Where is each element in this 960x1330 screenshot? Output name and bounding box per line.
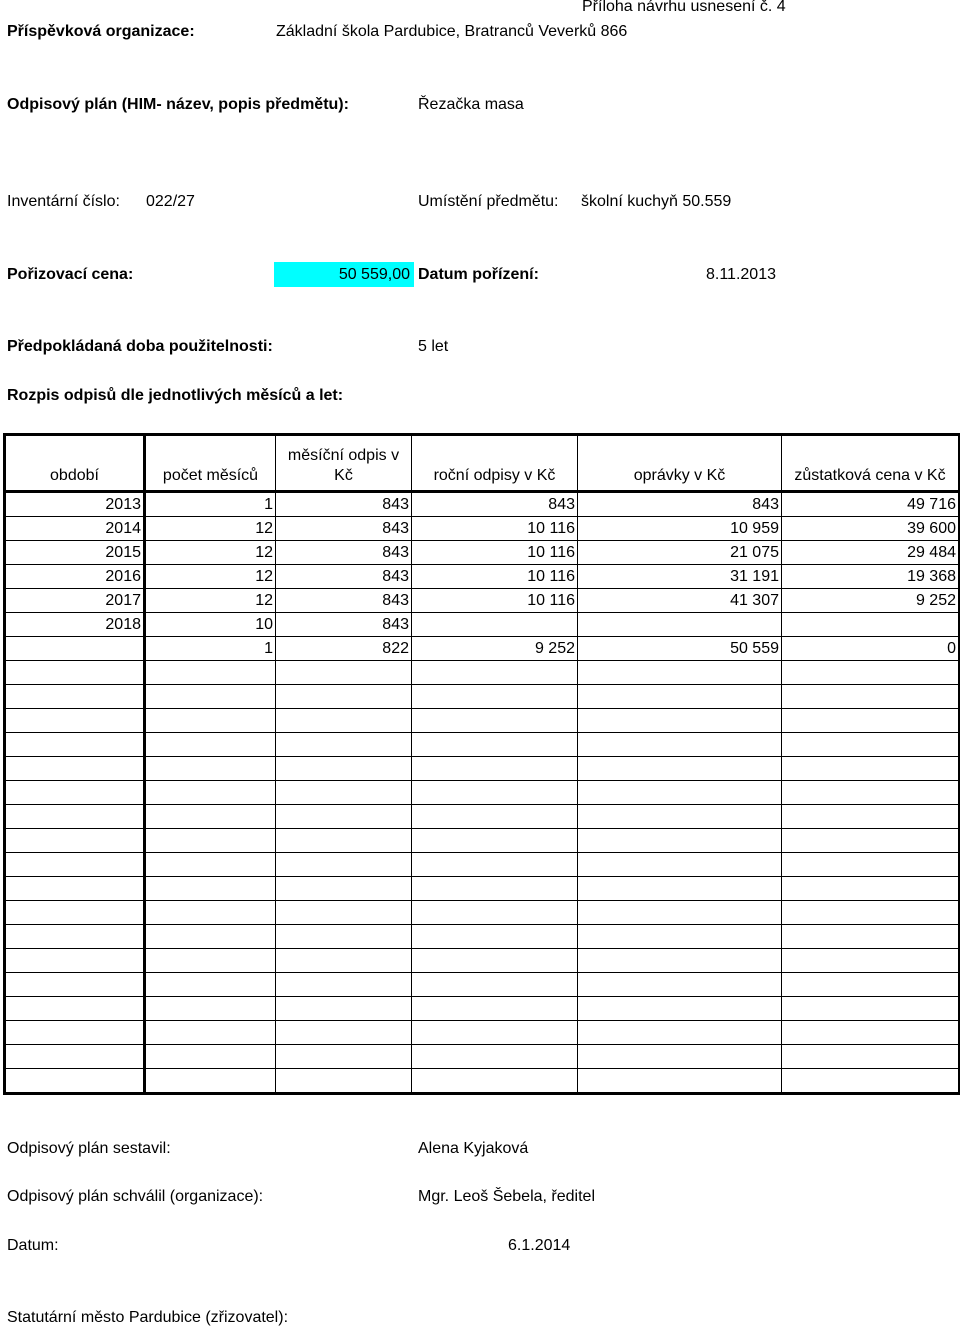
- empty-table-cell: [412, 997, 578, 1021]
- empty-table-cell: [145, 781, 276, 805]
- empty-table-cell: [145, 1045, 276, 1069]
- table-cell: 843: [276, 589, 412, 613]
- col-header-period: období: [5, 435, 145, 492]
- empty-table-cell: [145, 685, 276, 709]
- empty-table-cell: [276, 1069, 412, 1094]
- empty-table-cell: [276, 997, 412, 1021]
- empty-table-row: [5, 709, 960, 733]
- empty-table-cell: [276, 661, 412, 685]
- empty-table-cell: [782, 781, 960, 805]
- empty-table-cell: [412, 829, 578, 853]
- table-cell: 50 559: [578, 637, 782, 661]
- empty-table-cell: [145, 757, 276, 781]
- empty-table-cell: [782, 877, 960, 901]
- table-header-row: [5, 435, 960, 492]
- empty-table-cell: [782, 949, 960, 973]
- empty-table-cell: [276, 805, 412, 829]
- empty-table-cell: [5, 949, 145, 973]
- table-cell: 29 484: [782, 541, 960, 565]
- table-cell: 9 252: [412, 637, 578, 661]
- empty-table-cell: [412, 949, 578, 973]
- empty-table-cell: [276, 685, 412, 709]
- table-row: [5, 637, 960, 661]
- price-value: 50 559,00: [338, 266, 410, 283]
- annex-note: Příloha návrhu usnesení č. 4: [582, 0, 786, 15]
- empty-table-cell: [578, 925, 782, 949]
- empty-table-cell: [578, 853, 782, 877]
- empty-table-cell: [5, 877, 145, 901]
- table-row: [5, 492, 960, 517]
- empty-table-row: [5, 997, 960, 1021]
- empty-table-row: [5, 685, 960, 709]
- table-cell: [578, 613, 782, 637]
- table-cell: 19 368: [782, 565, 960, 589]
- empty-table-cell: [782, 1069, 960, 1094]
- empty-table-cell: [578, 973, 782, 997]
- empty-table-cell: [145, 949, 276, 973]
- empty-table-row: [5, 1021, 960, 1045]
- empty-table-cell: [412, 877, 578, 901]
- col-header-monthly: měsíční odpis v Kč: [276, 435, 412, 492]
- empty-table-cell: [578, 661, 782, 685]
- table-cell: 843: [276, 565, 412, 589]
- col-header-annual: roční odpisy v Kč: [412, 435, 578, 492]
- table-cell: 31 191: [578, 565, 782, 589]
- table-cell: 0: [782, 637, 960, 661]
- useful-life-label: Předpokládaná doba použitelnosti:: [7, 338, 273, 355]
- empty-table-cell: [578, 757, 782, 781]
- empty-table-row: [5, 925, 960, 949]
- empty-table-cell: [578, 709, 782, 733]
- table-cell: 2015: [5, 541, 145, 565]
- empty-table-cell: [578, 1045, 782, 1069]
- table-row: [5, 541, 960, 565]
- empty-table-cell: [782, 901, 960, 925]
- acquisition-date-label: Datum pořízení:: [418, 266, 539, 283]
- empty-table-cell: [782, 997, 960, 1021]
- empty-table-cell: [5, 901, 145, 925]
- breakdown-label: Rozpis odpisů dle jednotlivých měsíců a let:: [7, 387, 344, 404]
- empty-table-cell: [782, 1045, 960, 1069]
- table-row: [5, 613, 960, 637]
- empty-table-cell: [412, 781, 578, 805]
- empty-table-row: [5, 805, 960, 829]
- table-cell: 12: [145, 565, 276, 589]
- empty-table-cell: [412, 709, 578, 733]
- empty-table-cell: [782, 1021, 960, 1045]
- empty-table-cell: [578, 685, 782, 709]
- empty-table-cell: [782, 805, 960, 829]
- table-row: [5, 565, 960, 589]
- empty-table-cell: [145, 877, 276, 901]
- date-label: Datum:: [7, 1237, 59, 1254]
- date-value: 6.1.2014: [508, 1237, 571, 1254]
- table-cell: 843: [276, 541, 412, 565]
- empty-table-cell: [782, 853, 960, 877]
- empty-table-cell: [412, 925, 578, 949]
- empty-table-row: [5, 901, 960, 925]
- table-cell: 12: [145, 589, 276, 613]
- approved-by-label: Odpisový plán schválil (organizace):: [7, 1188, 264, 1205]
- empty-table-cell: [145, 805, 276, 829]
- inventory-value: 022/27: [146, 193, 195, 210]
- empty-table-row: [5, 661, 960, 685]
- location-value: školní kuchyň 50.559: [581, 193, 732, 210]
- empty-table-cell: [145, 1069, 276, 1094]
- empty-table-cell: [5, 997, 145, 1021]
- table-cell: 49 716: [782, 492, 960, 517]
- empty-table-cell: [578, 997, 782, 1021]
- empty-table-cell: [578, 1069, 782, 1094]
- empty-table-cell: [145, 901, 276, 925]
- empty-table-cell: [5, 709, 145, 733]
- table-cell: 41 307: [578, 589, 782, 613]
- approved-by-value: Mgr. Leoš Šebela, ředitel: [418, 1188, 595, 1205]
- empty-table-cell: [5, 829, 145, 853]
- empty-table-cell: [5, 853, 145, 877]
- table-cell: 9 252: [782, 589, 960, 613]
- empty-table-cell: [782, 733, 960, 757]
- col-header-residual: zůstatková cena v Kč: [782, 435, 960, 492]
- depreciation-table: [3, 433, 960, 1095]
- empty-table-cell: [578, 949, 782, 973]
- empty-table-row: [5, 853, 960, 877]
- table-row: [5, 589, 960, 613]
- empty-table-cell: [578, 781, 782, 805]
- empty-table-cell: [578, 901, 782, 925]
- empty-table-cell: [412, 1045, 578, 1069]
- empty-table-cell: [412, 1021, 578, 1045]
- founder-label: Statutární město Pardubice (zřizovatel):: [7, 1309, 289, 1326]
- empty-table-cell: [276, 901, 412, 925]
- table-cell: 843: [412, 492, 578, 517]
- empty-table-cell: [782, 973, 960, 997]
- table-cell: 12: [145, 541, 276, 565]
- table-cell: 10 116: [412, 541, 578, 565]
- table-cell: 2017: [5, 589, 145, 613]
- empty-table-cell: [5, 925, 145, 949]
- price-label: Pořizovací cena:: [7, 266, 134, 283]
- table-cell: 843: [276, 492, 412, 517]
- empty-table-cell: [412, 661, 578, 685]
- empty-table-cell: [276, 829, 412, 853]
- empty-table-cell: [578, 877, 782, 901]
- table-row: [5, 517, 960, 541]
- empty-table-cell: [782, 925, 960, 949]
- empty-table-cell: [5, 1069, 145, 1094]
- table-cell: 1: [145, 637, 276, 661]
- empty-table-cell: [782, 661, 960, 685]
- inventory-label: Inventární číslo:: [7, 193, 120, 210]
- table-cell: 12: [145, 517, 276, 541]
- empty-table-cell: [578, 829, 782, 853]
- empty-table-cell: [5, 1021, 145, 1045]
- empty-table-cell: [5, 661, 145, 685]
- empty-table-cell: [782, 709, 960, 733]
- empty-table-cell: [412, 757, 578, 781]
- empty-table-cell: [5, 781, 145, 805]
- empty-table-cell: [145, 1021, 276, 1045]
- org-value: Základní škola Pardubice, Bratranců Veverků 866: [276, 23, 628, 40]
- empty-table-cell: [5, 685, 145, 709]
- empty-table-cell: [578, 1021, 782, 1045]
- empty-table-cell: [5, 757, 145, 781]
- table-cell: 2018: [5, 613, 145, 637]
- table-cell: 843: [276, 517, 412, 541]
- empty-table-cell: [578, 805, 782, 829]
- empty-table-cell: [145, 925, 276, 949]
- empty-table-cell: [782, 685, 960, 709]
- empty-table-cell: [578, 733, 782, 757]
- table-cell: [412, 613, 578, 637]
- empty-table-cell: [412, 685, 578, 709]
- table-cell: 10: [145, 613, 276, 637]
- empty-table-cell: [145, 829, 276, 853]
- empty-table-cell: [412, 973, 578, 997]
- table-cell: [5, 637, 145, 661]
- empty-table-row: [5, 949, 960, 973]
- table-cell: 2013: [5, 492, 145, 517]
- empty-table-cell: [276, 949, 412, 973]
- table-cell: 2016: [5, 565, 145, 589]
- empty-table-cell: [145, 661, 276, 685]
- table-cell: 10 116: [412, 589, 578, 613]
- table-cell: 1: [145, 492, 276, 517]
- table-cell: 21 075: [578, 541, 782, 565]
- empty-table-cell: [276, 853, 412, 877]
- col-header-accumulated: oprávky v Kč: [578, 435, 782, 492]
- empty-table-row: [5, 973, 960, 997]
- empty-table-cell: [276, 1045, 412, 1069]
- empty-table-row: [5, 1045, 960, 1069]
- empty-table-cell: [412, 1069, 578, 1094]
- empty-table-cell: [412, 733, 578, 757]
- compiled-by-label: Odpisový plán sestavil:: [7, 1140, 171, 1157]
- empty-table-row: [5, 1069, 960, 1094]
- empty-table-cell: [276, 877, 412, 901]
- empty-table-cell: [5, 733, 145, 757]
- empty-table-cell: [782, 757, 960, 781]
- empty-table-row: [5, 877, 960, 901]
- table-cell: 10 959: [578, 517, 782, 541]
- empty-table-cell: [5, 1045, 145, 1069]
- empty-table-cell: [145, 973, 276, 997]
- table-cell: 843: [578, 492, 782, 517]
- empty-table-cell: [412, 853, 578, 877]
- empty-table-cell: [276, 757, 412, 781]
- org-label: Příspěvková organizace:: [7, 23, 195, 40]
- empty-table-cell: [145, 853, 276, 877]
- col-header-months: počet měsíců: [145, 435, 276, 492]
- empty-table-cell: [276, 973, 412, 997]
- empty-table-cell: [276, 733, 412, 757]
- empty-table-row: [5, 829, 960, 853]
- empty-table-cell: [276, 925, 412, 949]
- useful-life-value: 5 let: [418, 338, 449, 355]
- empty-table-cell: [276, 781, 412, 805]
- plan-label: Odpisový plán (HIM- název, popis předmětu):: [7, 96, 349, 113]
- compiled-by-value: Alena Kyjaková: [418, 1140, 529, 1157]
- location-label: Umístění předmětu:: [418, 193, 559, 210]
- empty-table-cell: [145, 709, 276, 733]
- empty-table-cell: [5, 973, 145, 997]
- table-cell: 39 600: [782, 517, 960, 541]
- empty-table-cell: [782, 829, 960, 853]
- empty-table-cell: [412, 901, 578, 925]
- table-cell: [782, 613, 960, 637]
- empty-table-row: [5, 781, 960, 805]
- table-cell: 843: [276, 613, 412, 637]
- table-cell: 10 116: [412, 517, 578, 541]
- plan-value: Řezačka masa: [418, 96, 524, 113]
- empty-table-cell: [276, 1021, 412, 1045]
- table-cell: 10 116: [412, 565, 578, 589]
- empty-table-cell: [5, 805, 145, 829]
- empty-table-cell: [276, 709, 412, 733]
- empty-table-cell: [145, 733, 276, 757]
- table-cell: 2014: [5, 517, 145, 541]
- empty-table-cell: [412, 805, 578, 829]
- empty-table-cell: [145, 997, 276, 1021]
- acquisition-date-value: 8.11.2013: [706, 266, 776, 283]
- empty-table-row: [5, 733, 960, 757]
- empty-table-row: [5, 757, 960, 781]
- table-cell: 822: [276, 637, 412, 661]
